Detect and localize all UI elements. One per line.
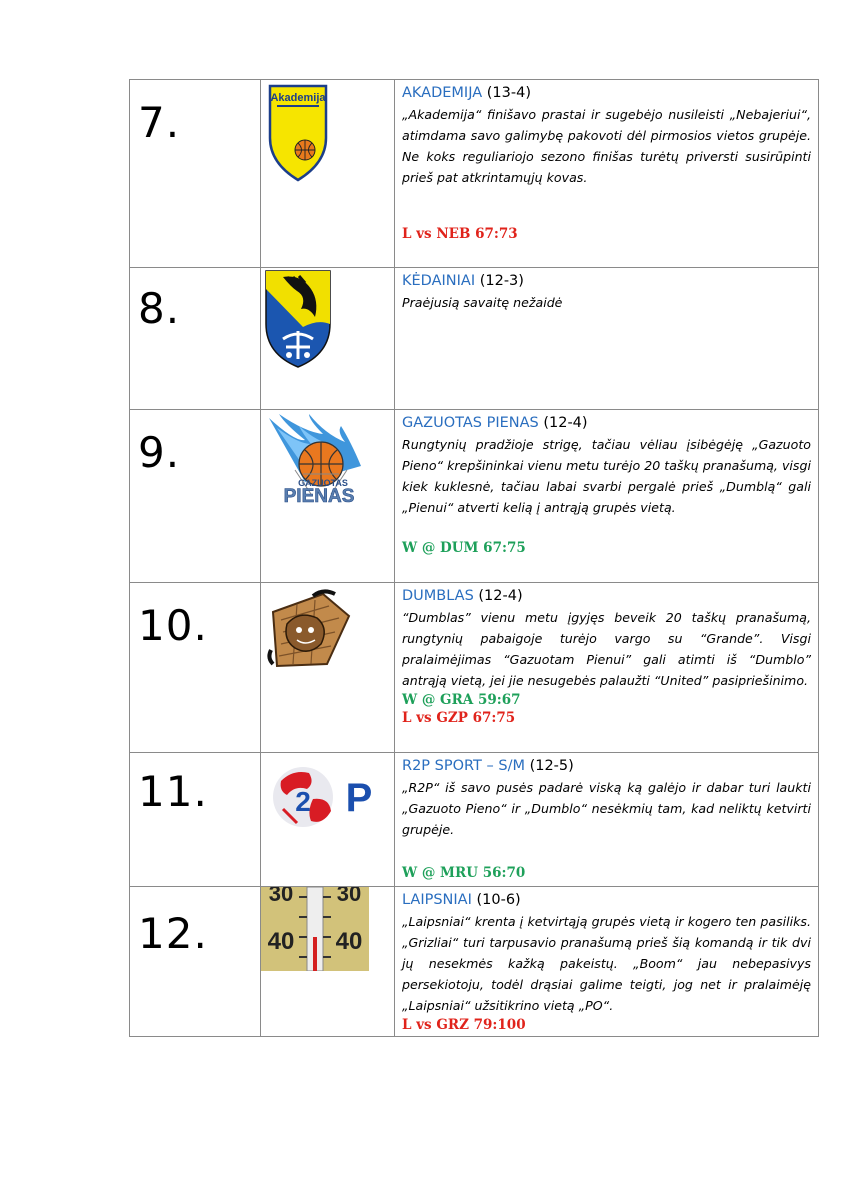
logo-cell — [261, 753, 395, 887]
game-result: L vs GZP 67:75 — [402, 710, 516, 726]
team-description: Praėjusią savaitę nežaidė — [402, 295, 563, 310]
description-cell — [395, 410, 819, 583]
team-row — [130, 268, 819, 410]
team-row — [130, 753, 819, 887]
game-result: W @ DUM 67:75 — [402, 540, 526, 556]
logo-small-text: GAZUOTAS — [298, 478, 348, 488]
rank-number: 7. — [138, 98, 181, 147]
team-record: (12-3) — [479, 273, 524, 289]
logo-cell — [261, 80, 395, 268]
team-description: „Laipsniai“ krenta į ketvirtąją grupės vietą ir kogero ten pasiliks. „Grizliai“ turi tarpusavio pranašumą prieš šią komandą ir tik dvi jų nesekmės kažką pakeistų. „Boom“ jau nebepasivys persekiotoju, todėl drąsiai galime teigti, jog net ir pralaimėję „Laipsniai“ užsitikrino vietą „PO“. — [402, 914, 811, 1013]
description-cell — [395, 268, 819, 410]
logo-cell — [261, 268, 395, 410]
description-cell — [395, 583, 819, 753]
logo-number: 30 — [336, 887, 362, 906]
team-record: (12-5) — [529, 758, 574, 774]
team-record: (10-6) — [476, 892, 521, 908]
team-description: „R2P“ iš savo pusės padarė viską ką galėjo ir dabar turi laukti „Gazuoto Pieno“ ir „Dumblo“ nesėkmių tam, kad neliktų ketvirti grupėje. — [402, 780, 811, 837]
team-description: „Akademija“ finišavo prastai ir sugebėjo nusileisti „Nebajeriui“, atimdama savo galimybę pakovoti dėl pirmosios vietos grupėje. Ne koks reguliariojo sezono finišas turėtų priversti susirūpinti prieš pat atkrintamųjų kovas. — [402, 107, 811, 185]
team-record: (12-4) — [478, 588, 523, 604]
standings-table — [129, 79, 819, 1037]
dumblas-mud-creature-logo — [263, 584, 353, 674]
logo-cell — [261, 410, 395, 583]
rank-cell — [130, 583, 261, 753]
team-name: GAZUOTAS PIENAS — [402, 415, 539, 431]
logo-text: PIENAS — [283, 486, 355, 507]
description-cell — [395, 887, 819, 1037]
team-name: DUMBLAS — [402, 588, 474, 604]
team-record: (12-4) — [543, 415, 588, 431]
thermometer-logo — [261, 887, 369, 971]
logo-small-text: 2 — [295, 786, 311, 817]
rank-cell — [130, 410, 261, 583]
team-description: “Dumblas” vienu metu įgyjęs beveik 20 taškų pranašumą, rungtynių pabaigoje turėjo vargo su “Grande”. Visgi pralaimėjimas “Gazuotam Pienui” gali atimti iš “Dumblo” antrąją vietą, jei jie nesugebės palaužti “United” pasipriešinimo. — [402, 610, 811, 688]
rank-cell — [130, 80, 261, 268]
rank-number: 8. — [138, 284, 181, 333]
logo-cell — [261, 583, 395, 753]
logo-text: P — [345, 776, 373, 820]
team-row — [130, 410, 819, 583]
logo-text: Akademija — [270, 92, 326, 104]
description-cell — [395, 753, 819, 887]
r2p-globe-logo — [273, 759, 385, 835]
description-cell — [395, 80, 819, 268]
game-result: W @ GRA 59:67 — [402, 692, 521, 708]
team-name: KĖDAINIAI — [402, 273, 476, 289]
rank-number: 9. — [138, 428, 181, 477]
rank-cell — [130, 268, 261, 410]
akademija-shield-logo — [267, 83, 329, 183]
team-name: LAIPSNIAI — [402, 892, 472, 908]
team-description: Rungtynių pradžioje strigę, tačiau vėliau įsibėgėję „Gazuoto Pieno“ krepšininkai vienu metu turėjo 20 taškų pranašumą, visgi kiek kuklesnė, tačiau labai svarbi pergalė prieš „Dumblą“ gali „Pienui“ atverti kelią į antrąją grupės vietą. — [402, 437, 811, 515]
rank-cell — [130, 753, 261, 887]
game-result: L vs GRZ 79:100 — [402, 1017, 526, 1033]
game-result: W @ MRU 56:70 — [402, 865, 526, 881]
rank-number: 10. — [138, 601, 208, 650]
team-row — [130, 80, 819, 268]
kedainiai-coat-of-arms-logo — [263, 269, 333, 369]
team-name: AKADEMIJA — [402, 85, 483, 101]
logo-number: 40 — [335, 928, 363, 955]
logo-cell — [261, 887, 395, 1037]
team-row — [130, 887, 819, 1037]
team-record: (13-4) — [486, 85, 531, 101]
team-row — [130, 583, 819, 753]
logo-number: 40 — [267, 928, 295, 955]
rank-number: 11. — [138, 767, 208, 816]
game-result: L vs NEB 67:73 — [402, 226, 518, 242]
rank-cell — [130, 887, 261, 1037]
team-name: R2P SPORT – S/M — [402, 758, 525, 774]
logo-number: 30 — [268, 887, 294, 906]
gazuotas-pienas-flame-ball-logo — [265, 412, 369, 508]
rank-number: 12. — [138, 909, 208, 958]
